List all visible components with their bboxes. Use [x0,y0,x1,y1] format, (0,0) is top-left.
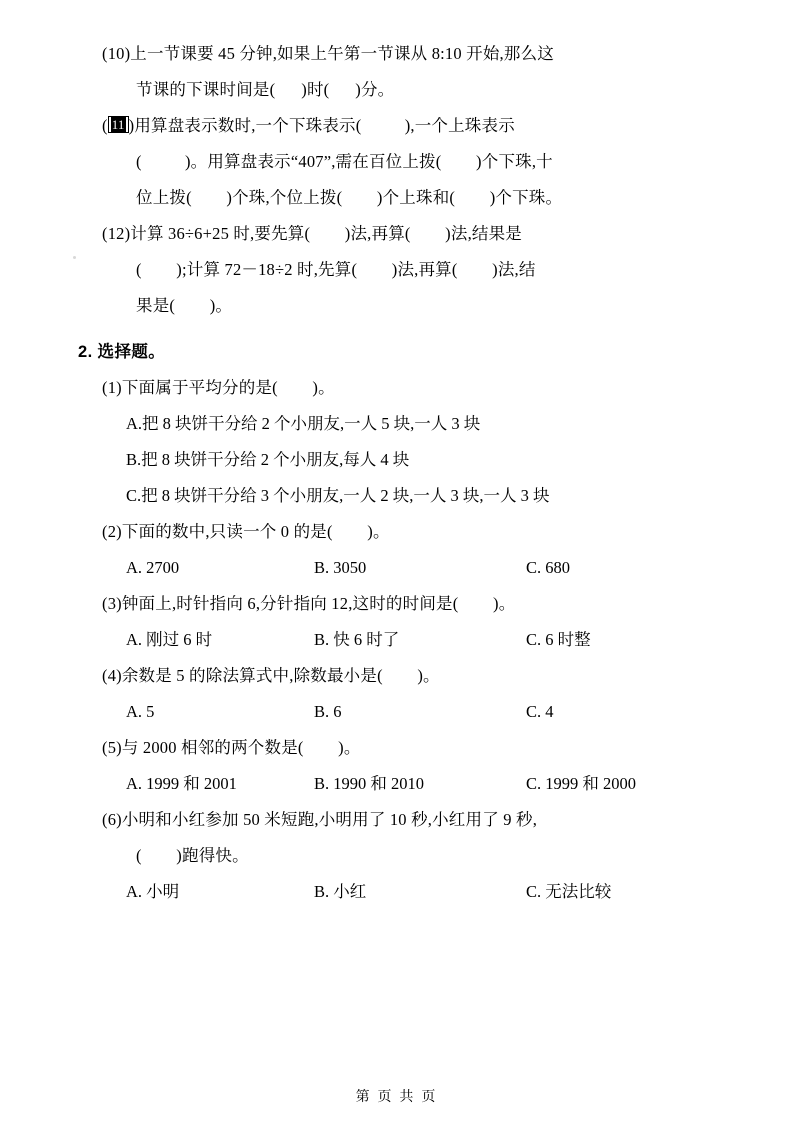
question-11-number-box: ( 11 [102,116,129,135]
mc-question-1-stem: (1)下面属于平均分的是( )。 [102,378,335,397]
mc-question-6-option-c[interactable]: C. 无法比较 [526,882,612,901]
mc-question-1-option-a[interactable]: A.把 8 块饼干分给 2 个小朋友,一人 5 块,一人 3 块 [126,414,481,433]
mc-question-4-options [78,694,738,730]
mc-question-1-option-c[interactable]: C.把 8 块饼干分给 3 个小朋友,一人 2 块,一人 3 块,一人 3 块 [126,486,550,505]
mc-question-3-options [78,622,738,658]
mc-question-2-option-b[interactable]: B. 3050 [314,558,367,577]
section-spacer [78,324,738,334]
mc-question-1-option-b[interactable]: B.把 8 块饼干分给 2 个小朋友,每人 4 块 [126,450,410,469]
mc-question-4-option-c[interactable]: C. 4 [526,702,554,721]
mc-question-5-option-b[interactable]: B. 1990 和 2010 [314,774,425,793]
question-12-line-3: 果是( )。 [136,296,233,315]
mc-question-6-stem-line-1: (6)小明和小红参加 50 米短跑,小明用了 10 秒,小红用了 9 秒, [102,810,538,829]
paper-speck [73,256,76,259]
question-11-line-1 [78,108,738,144]
question-12-line-1: (12)计算 36÷6+25 时,要先算( )法,再算( )法,结果是 [102,224,523,243]
mc-question-3-stem: (3)钟面上,时针指向 6,分针指向 12,这时的时间是( )。 [102,594,516,613]
question-11-number: 11 [111,117,125,132]
question-11-line-2: ( )。用算盘表示“407”,需在百位上拨( )个下珠,十 [136,152,553,171]
question-10-line-2: 节课的下课时间是( )时( )分。 [136,80,395,99]
mc-question-2-option-c[interactable]: C. 680 [526,558,571,577]
mc-question-4-stem: (4)余数是 5 的除法算式中,除数最小是( )。 [102,666,440,685]
question-11-text-1: )用算盘表示数时,一个下珠表示( ),一个上珠表示 [128,116,515,135]
mc-question-4-option-a[interactable]: A. 5 [126,702,155,721]
question-12-line-2: ( );计算 72－18÷2 时,先算( )法,再算( )法,结 [136,260,536,279]
mc-question-3-option-a[interactable]: A. 刚过 6 时 [126,630,213,649]
mc-question-5-option-a[interactable]: A. 1999 和 2001 [126,774,237,793]
question-11-line-3: 位上拨( )个珠,个位上拨( )个上珠和( )个下珠。 [136,188,563,207]
mc-question-5-options [78,766,738,802]
mc-question-5-option-c[interactable]: C. 1999 和 2000 [526,774,637,793]
question-10-line-1: (10)上一节课要 45 分钟,如果上午第一节课从 8:10 开始,那么这 [102,44,554,63]
page-footer: 第 页 共 页 [355,1088,438,1104]
mc-question-2-options [78,550,738,586]
section-heading-multiple-choice: 2. 选择题。 [78,343,166,361]
mc-question-6-options [78,874,738,910]
mc-question-3-option-c[interactable]: C. 6 时整 [526,630,591,649]
mc-question-2-stem: (2)下面的数中,只读一个 0 的是( )。 [102,522,390,541]
mc-question-4-option-b[interactable]: B. 6 [314,702,342,721]
page-content [78,36,738,910]
mc-question-2-option-a[interactable]: A. 2700 [126,558,180,577]
mc-question-6-option-a[interactable]: A. 小明 [126,882,180,901]
mc-question-6-option-b[interactable]: B. 小红 [314,882,367,901]
mc-question-5-stem: (5)与 2000 相邻的两个数是( )。 [102,738,361,757]
mc-question-3-option-b[interactable]: B. 快 6 时了 [314,630,400,649]
mc-question-6-stem-line-2: ( )跑得快。 [136,846,249,865]
